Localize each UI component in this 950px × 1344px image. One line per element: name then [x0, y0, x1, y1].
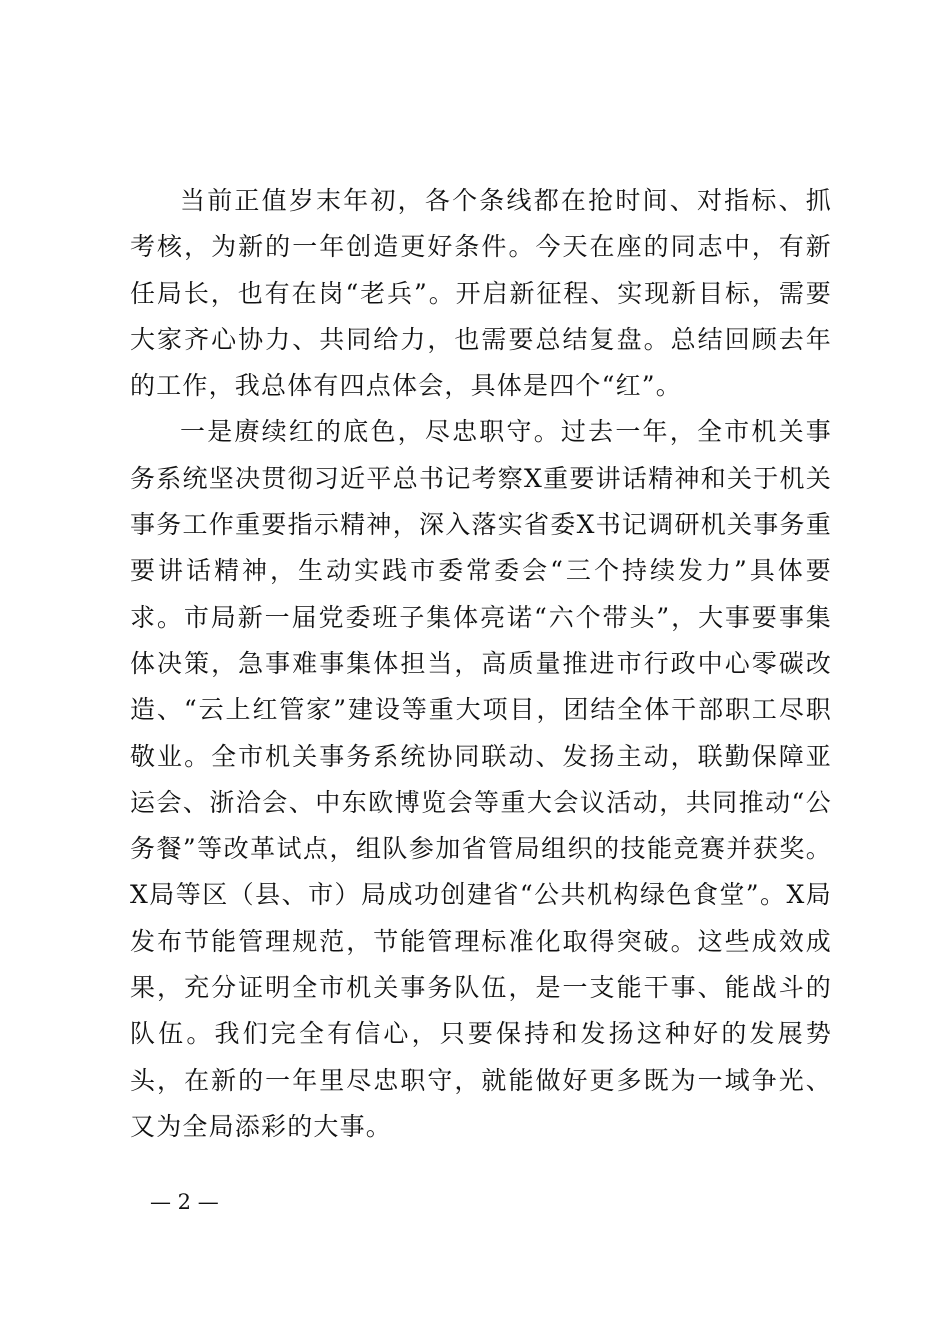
paragraph-opening: 当前正值岁末年初，各个条线都在抢时间、对指标、抓考核，为新的一年创造更好条件。今天在座的同志中，有新任局长，也有在岗“老兵”。开启新征程、实现新目标，需要大家齐心协力、共同给力，也需要总结复盘。总结回顾去年的工作，我总体有四点体会，具体是四个“红”。 — [130, 186, 832, 401]
paragraph-point-one: 一是赓续红的底色，尽忠职守。过去一年，全市机关事务系统坚决贯彻习近平总书记考察X重要讲话精神和关于机关事务工作重要指示精神，深入落实省委X书记调研机关事务重要讲话精神，生动实践市委常委会“三个持续发力”具体要求。市局新一届党委班子集体亮诺“六个带头”，大事要事集体决策，急事难事集体担当，高质量推进市行政中心零碳改造、“云上红管家”建设等重大项目，团结全体干部职工尽职敬业。全市机关事务系统协同联动、发扬主动，联勤保障亚运会、浙洽会、中东欧博览会等重大会议活动，共同推动“公务餐”等改革试点，组队参加省管局组织的技能竞赛并获奖。X局等区（县、市）局成功创建省“公共机构绿色食堂”。X局发布节能管理规范，节能管理标准化取得突破。这些成效成果，充分证明全市机关事务队伍，是一支能干事、能战斗的队伍。我们完全有信心，只要保持和发扬这种好的发展势头，在新的一年里尽忠职守，就能做好更多既为一域争光、又为全局添彩的大事。 — [130, 417, 832, 1141]
document-body — [130, 178, 832, 1150]
page-number: — 2 — — [150, 1190, 219, 1214]
